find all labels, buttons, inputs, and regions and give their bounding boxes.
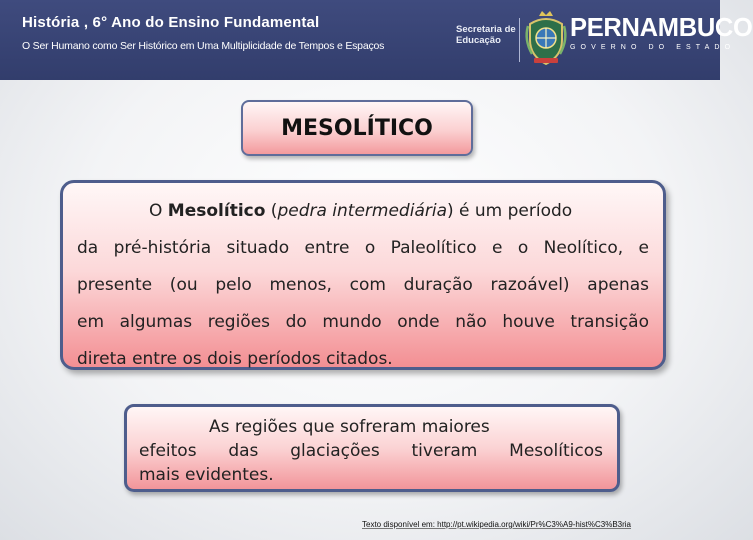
paragraph-line-3: presente (ou pelo menos, com duração razoável) apenas (77, 275, 649, 295)
paragraph-line-1-mid: ( (265, 201, 278, 221)
note-line-1: As regiões que sofreram maiores (209, 417, 490, 437)
pernambuco-logo: PERNAMBUCO (570, 14, 753, 42)
term-translation: pedra intermediária (277, 201, 447, 221)
course-subtitle: O Ser Humano como Ser Histórico em Uma Multiplicidade de Tempos e Espaços (22, 40, 385, 52)
term-mesolitico: Mesolítico (167, 201, 266, 221)
header-divider (519, 18, 520, 62)
paragraph-line-5: direta entre os dois períodos citados. (77, 349, 393, 369)
slide-title (241, 100, 473, 156)
note-line-3: mais evidentes. (139, 465, 274, 485)
paragraph-line-2: da pré-história situado entre o Paleolítico e o Neolítico, e (77, 238, 649, 258)
definition-box (60, 180, 666, 370)
secretaria-line-2: Educação (456, 35, 501, 46)
paragraph-line-1-post: ) é um período (447, 201, 573, 221)
note-line-2: efeitos das glaciações tiveram Mesolíticos (139, 441, 603, 461)
state-seal-icon (524, 10, 568, 68)
secretaria-line-1: Secretaria de (456, 24, 516, 35)
paragraph-line-4: em algumas regiões do mundo onde não houve transição (77, 312, 649, 332)
glaciation-note-box (124, 404, 620, 492)
slide-title-text: MESOLÍTICO (281, 115, 433, 141)
course-title: História , 6° Ano do Ensino Fundamental (22, 14, 320, 31)
paragraph-line-1 (77, 193, 649, 230)
header-bar (0, 0, 753, 80)
secretaria-label (456, 24, 518, 46)
governo-do-estado-label: GOVERNO DO ESTADO (570, 44, 736, 51)
paragraph-line-1-pre: O (149, 201, 168, 221)
source-citation-link[interactable]: Texto disponível em: http://pt.wikipedia.org/wiki/Pr%C3%A9-hist%C3%B3ria (362, 520, 632, 529)
